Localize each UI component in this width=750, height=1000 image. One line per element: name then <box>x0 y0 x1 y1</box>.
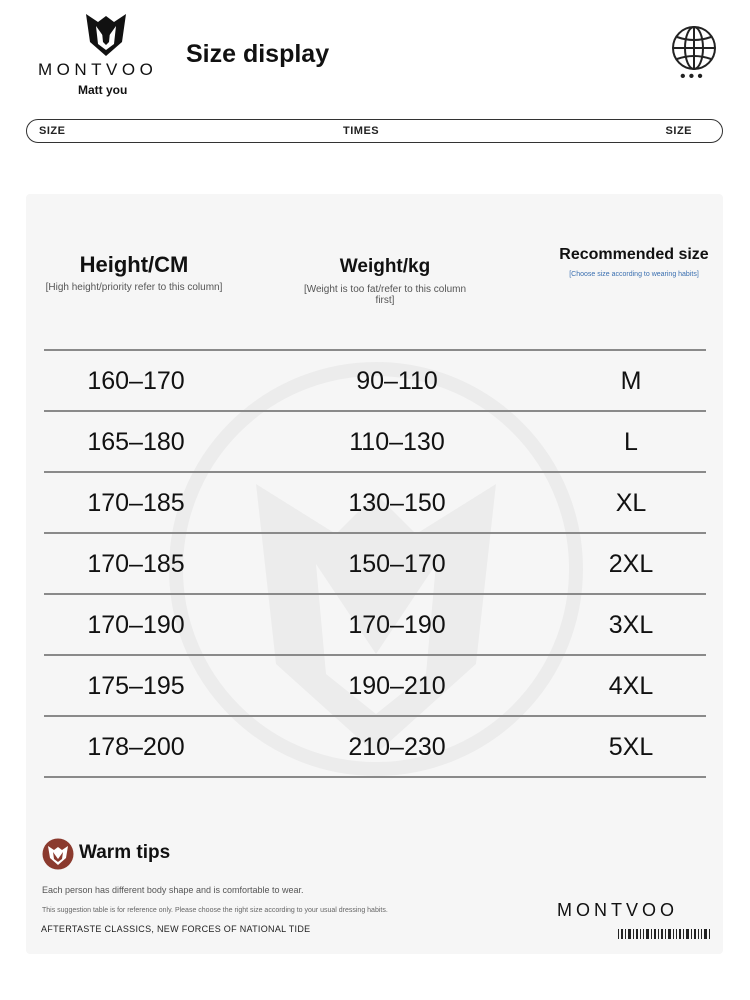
height-cell: 175–195 <box>87 672 185 700</box>
weight-header-note: [Weight is too fat/refer to this column first] <box>303 284 467 306</box>
height-cell: 160–170 <box>87 367 185 395</box>
height-cell: 170–185 <box>87 489 185 517</box>
size-cell: 3XL <box>608 611 654 639</box>
weight-cell: 90–110 <box>356 367 438 395</box>
brand-slogan: AFTERTASTE CLASSICS, NEW FORCES OF NATIONAL TIDE <box>41 924 311 934</box>
size-column-header <box>550 246 718 280</box>
size-cell: L <box>624 428 638 456</box>
more-dots-icon[interactable]: ••• <box>680 68 706 85</box>
brand-subtitle: Matt you <box>78 83 128 97</box>
weight-cell: 210–230 <box>348 733 446 761</box>
brand-logo-mark-icon <box>82 12 130 58</box>
size-chart-panel <box>26 194 723 954</box>
page-header <box>0 0 750 115</box>
globe-icon[interactable] <box>670 24 718 72</box>
weight-cell: 150–170 <box>348 550 446 578</box>
weight-cell: 190–210 <box>348 672 446 700</box>
footer-brand-wordmark: MONTVOO <box>557 900 678 920</box>
height-header-label: Height/CM <box>79 252 189 277</box>
size-cell: 5XL <box>608 733 654 761</box>
height-cell: 178–200 <box>87 733 185 761</box>
height-header-note: [High height/priority refer to this column] <box>45 282 223 293</box>
table-row <box>44 717 706 776</box>
size-tab-bar <box>26 119 723 143</box>
height-cell: 170–190 <box>87 611 185 639</box>
body-shape-note: Each person has different body shape and is comfortable to wear. <box>42 885 304 895</box>
weight-cell: 170–190 <box>348 611 446 639</box>
weight-column-header <box>296 254 474 306</box>
reference-note: This suggestion table is for reference only. Please choose the right size according to your usual dressing habits. <box>42 907 388 914</box>
size-bar-right-label: SIZE <box>665 125 692 137</box>
size-cell: XL <box>615 489 647 517</box>
weight-cell: 130–150 <box>348 489 446 517</box>
brand-wordmark: MONTVOO <box>38 60 158 79</box>
table-row <box>44 412 706 471</box>
brand-logo <box>36 12 176 100</box>
barcode-icon <box>618 929 712 939</box>
table-row <box>44 351 706 410</box>
size-bar-left-label: SIZE <box>39 125 66 137</box>
weight-header-label: Weight/kg <box>339 256 431 277</box>
size-bar-middle-label: TIMES <box>343 125 380 137</box>
height-cell: 170–185 <box>87 550 185 578</box>
size-header-note: [Choose size according to wearing habits] <box>569 271 699 278</box>
size-cell: M <box>620 367 642 395</box>
warm-tips-logo-icon <box>42 838 74 870</box>
page-title: Size display <box>186 40 330 68</box>
table-row <box>44 656 706 715</box>
table-row <box>44 473 706 532</box>
height-cell: 165–180 <box>87 428 185 456</box>
size-header-label: Recommended size <box>559 246 709 263</box>
table-row <box>44 534 706 593</box>
table-row <box>44 595 706 654</box>
size-table <box>44 349 706 778</box>
size-cell: 4XL <box>608 672 654 700</box>
weight-cell: 110–130 <box>349 428 445 456</box>
table-divider <box>44 776 706 778</box>
warm-tips-title: Warm tips <box>79 842 171 863</box>
size-cell: 2XL <box>608 550 654 578</box>
height-column-header <box>34 252 234 293</box>
